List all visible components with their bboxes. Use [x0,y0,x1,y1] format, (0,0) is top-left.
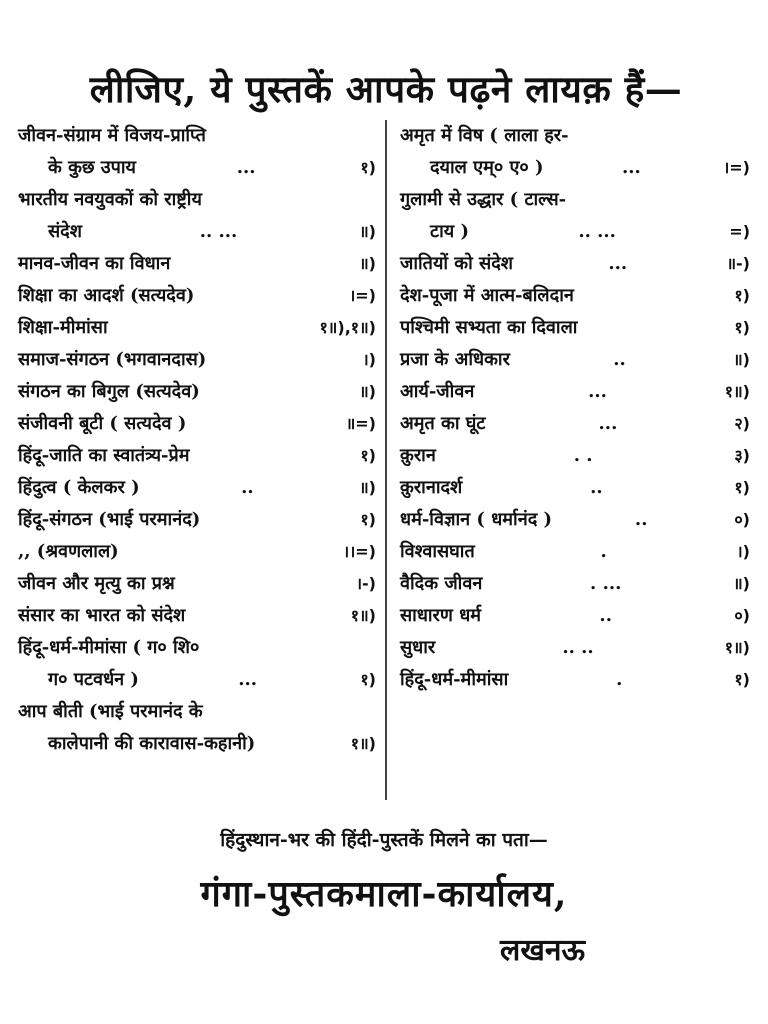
book-title-text: अमृत में विष ( लाला हर- [400,125,569,146]
address-label: हिंदुस्थान-भर की हिंदी-पुस्तकें मिलने का पता— [220,829,548,851]
book-title-text: साधारण धर्म [400,605,482,626]
book-title-text: समाज-संगठन (भगवानदास) [18,349,207,370]
book-price: ।) [362,350,376,369]
book-entry [400,376,750,408]
book-title-text: प्रजा के अधिकार [400,349,510,370]
leader-dots: ... [236,157,256,178]
book-entry [400,472,750,504]
book-title-text: गुलामी से उद्धार ( टाल्स- [400,189,567,210]
book-entry [18,120,376,184]
book-title-line [18,568,376,600]
book-price: ॥) [733,574,750,593]
leader-dots: .. [613,349,626,370]
leader-dots: .. [241,477,254,498]
book-entry [18,696,376,760]
book-title-text: सुधार [400,637,436,658]
column-divider [385,120,387,800]
book-title-text: मानव-जीवन का विधान [18,253,171,274]
book-title-line [18,664,376,696]
leader-dots: .. ... [199,221,238,242]
leader-dots: .. [634,509,648,530]
book-price: १॥),१॥) [319,318,376,337]
book-entry [400,440,750,472]
book-title-text: क़ुरान [400,445,436,466]
book-title-text: जीवन और मृत्यु का प्रश्न [18,573,175,594]
book-price: ॥) [733,350,750,369]
book-price: १॥) [350,606,376,625]
book-title-line [18,120,376,152]
book-entry [18,472,376,504]
book-title-text: ग० पटवर्धन ) [48,669,139,690]
book-title-line [400,344,750,376]
book-title-line [18,728,376,760]
book-entry [18,344,376,376]
book-entry [400,280,750,312]
book-entry [400,536,750,568]
book-entry [400,120,750,184]
book-title-line [400,664,750,696]
book-price: १) [734,318,750,337]
leader-dots: . . [573,445,593,466]
book-title-text: कालेपानी की कारावास-कहानी) [48,733,256,754]
book-price: ।=) [723,158,750,177]
book-entry [18,536,376,568]
leader-dots: ... [598,413,618,434]
page-headline: लीजिए, ये पुस्तकें आपके पढ़ने लायक़ हैं— [89,67,683,111]
book-title-text: अमृत का घूंट [400,413,486,434]
leader-dots: .. [599,605,612,626]
book-title-line [18,184,376,216]
book-title-text: आर्य-जीवन [400,381,475,402]
book-title-text: संसार का भारत को संदेश [18,605,186,626]
book-title-text: संगठन का बिगुल (सत्यदेव) [18,381,200,402]
book-title-line [400,504,750,536]
book-title-text: ,, (श्रवणलाल) [18,541,119,562]
leader-dots: . [616,669,623,690]
book-entry [18,408,376,440]
book-entry [400,344,750,376]
book-entry [400,504,750,536]
book-price: ॥=) [345,414,376,433]
publisher-name: गंगा-पुस्तकमाला-कार्यालय, [200,873,568,915]
book-price: १) [360,670,376,689]
book-price: ।-) [355,574,376,593]
book-title-line [18,152,376,184]
book-title-text: के कुछ उपाय [48,157,136,178]
book-title-text: टाय ) [430,221,469,242]
book-price: ॥-) [726,254,750,273]
book-entry [18,184,376,248]
book-title-line [18,312,376,344]
book-title-line [400,568,750,600]
book-title-text: धर्म-विज्ञान ( धर्मानंद ) [400,509,553,530]
book-entry [18,632,376,696]
book-price: ०) [734,606,750,625]
book-title-text: शिक्षा का आदर्श (सत्यदेव) [18,285,195,306]
book-title-text: आप बीती (भाई परमानंद के [18,701,203,722]
book-title-text: संजीवनी बूटी ( सत्यदेव ) [18,413,187,434]
book-title-line [400,280,750,312]
book-title-text: हिंदुत्व ( केलकर ) [18,477,140,498]
book-price: १) [360,446,376,465]
book-title-line [400,408,750,440]
book-price: १॥) [724,382,750,401]
book-title-text: विश्वासघात [400,541,475,562]
book-price: ।।=) [343,542,376,561]
book-title-line [400,312,750,344]
book-title-line [18,696,376,728]
leader-dots: ... [238,669,258,690]
leader-dots: ... [608,253,628,274]
book-title-text: वैदिक जीवन [400,573,483,594]
book-entry [18,504,376,536]
book-entry [400,568,750,600]
book-title-text: शिक्षा-मीमांसा [18,317,108,338]
publisher-city: लखनऊ [500,933,586,968]
book-entry [400,312,750,344]
book-price: ।=) [349,286,376,305]
book-title-line [18,216,376,248]
book-title-line [400,152,750,184]
book-price: ॥) [359,382,376,401]
leader-dots: .. ... [578,221,616,242]
book-title-text: देश-पूजा में आत्म-बलिदान [400,285,574,306]
book-title-text: हिंदू-जाति का स्वातंत्र्य-प्रेम [18,445,190,466]
book-title-text: दयाल एम्० ए० ) [430,157,544,178]
book-title-text: पश्चिमी सभ्यता का दिवाला [400,317,578,338]
book-price: ॥) [359,254,376,273]
book-entry [400,408,750,440]
book-price: ।) [736,542,750,561]
book-price: १) [734,478,750,497]
book-title-text: हिंदू-संगठन (भाई परमानंद) [18,509,201,530]
book-entry [18,280,376,312]
book-price: १) [360,158,376,177]
book-entry [18,248,376,280]
book-title-text: जातियों को संदेश [400,253,514,274]
book-title-line [400,248,750,280]
book-title-line [400,376,750,408]
book-title-line [18,472,376,504]
leader-dots: ... [621,157,641,178]
book-title-line [400,184,750,216]
book-title-text: जीवन-संग्राम में विजय-प्राप्ति [18,125,206,146]
book-title-line [400,632,750,664]
book-price: १) [734,670,750,689]
book-title-line [18,536,376,568]
book-price: ॥) [359,478,376,497]
book-title-text: भारतीय नवयुवकों को राष्ट्रीय [18,189,202,210]
book-title-text: हिंदू-धर्म-मीमांसा [400,669,509,690]
book-entry [400,664,750,696]
book-title-line [18,408,376,440]
book-title-line [18,376,376,408]
book-price: १) [360,510,376,529]
book-entry [18,440,376,472]
book-price: १॥) [724,638,750,657]
book-price: १) [734,286,750,305]
book-title-line [18,248,376,280]
book-entry [400,600,750,632]
book-entry [18,376,376,408]
book-price: ३) [734,446,750,465]
leader-dots: . [600,541,607,562]
right-book-column [400,120,750,696]
book-title-line [18,440,376,472]
book-title-line [400,440,750,472]
book-entry [400,184,750,248]
leader-dots: . ... [590,573,622,594]
book-title-line [400,536,750,568]
book-title-text: क़ुरानादर्श [400,477,463,498]
book-title-text: हिंदू-धर्म-मीमांसा ( ग० शि० [18,637,200,658]
leader-dots: ... [588,381,607,402]
book-title-line [400,600,750,632]
book-title-line [18,632,376,664]
leader-dots: .. [590,477,603,498]
book-title-line [18,344,376,376]
book-entry [400,248,750,280]
book-title-line [18,504,376,536]
book-title-line [18,600,376,632]
book-entry [18,600,376,632]
book-title-text: संदेश [48,221,82,242]
book-title-line [400,216,750,248]
book-price: ०) [734,510,750,529]
book-title-line [400,472,750,504]
book-entry [400,632,750,664]
leader-dots: .. .. [562,637,594,658]
book-price: ॥) [359,222,376,241]
left-book-column [18,120,376,760]
book-title-line [400,120,750,152]
book-price: २) [734,414,750,433]
book-price: १॥) [350,734,376,753]
book-entry [18,312,376,344]
book-price: =) [729,222,750,241]
book-title-line [18,280,376,312]
book-entry [18,568,376,600]
